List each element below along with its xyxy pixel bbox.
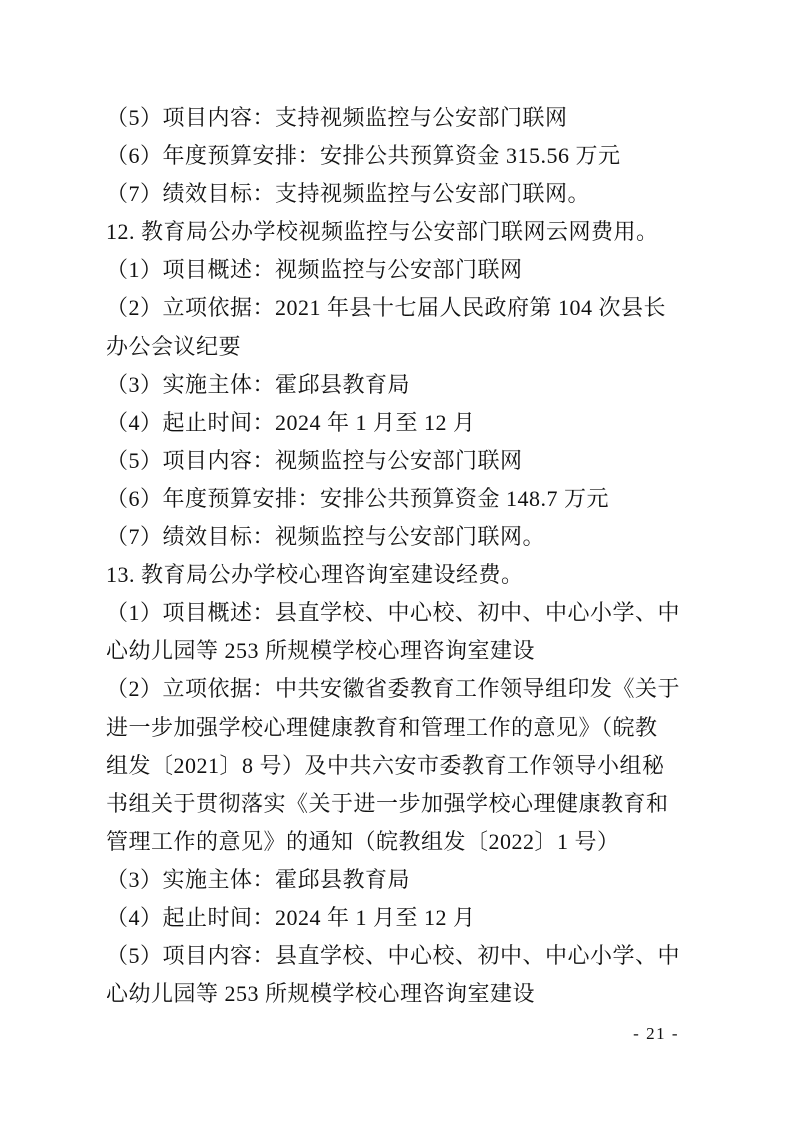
text-line: （2）立项依据：2021 年县十七届人民政府第 104 次县长 bbox=[106, 295, 667, 321]
paragraph-item12-sub2-basis bbox=[106, 289, 681, 365]
paragraph-item11-sub5-content bbox=[106, 99, 681, 137]
text-line: （5）项目内容：支持视频监控与公安部门联网 bbox=[106, 105, 568, 130]
text-line: （4）起止时间：2024 年 1 月至 12 月 bbox=[106, 409, 476, 435]
paragraph-item13-sub5-content bbox=[106, 937, 681, 1013]
text-line: 12. 教育局公办学校视频监控与公安部门联网云网费用。 bbox=[106, 219, 659, 245]
paragraph-item12-sub1-overview bbox=[106, 251, 681, 289]
text-line: 13. 教育局公办学校心理咨询室建设经费。 bbox=[106, 562, 524, 588]
text-line: （1）项目概述：视频监控与公安部门联网 bbox=[106, 257, 523, 283]
text-line: （7）绩效目标：支持视频监控与公安部门联网。 bbox=[106, 181, 591, 207]
text-line: 办公会议纪要 bbox=[106, 333, 242, 359]
text-line: 心幼儿园等 253 所规模学校心理咨询室建设 bbox=[106, 638, 536, 664]
paragraph-item13-sub1-overview bbox=[106, 594, 681, 670]
paragraph-item13-title bbox=[106, 556, 681, 594]
paragraph-item13-sub4-period bbox=[106, 899, 681, 937]
text-line: （3）实施主体：霍邱县教育局 bbox=[106, 371, 411, 397]
text-line: （6）年度预算安排：安排公共预算资金 315.56 万元 bbox=[106, 143, 621, 169]
text-line: 管理工作的意见》的通知（皖教组发〔2022〕1 号） bbox=[106, 828, 620, 854]
page-number: - 21 - bbox=[633, 1024, 679, 1043]
text-line: 组发〔2021〕8 号）及中共六安市委教育工作领导小组秘 bbox=[106, 752, 665, 778]
text-line: （5）项目内容：视频监控与公安部门联网 bbox=[106, 447, 523, 473]
paragraph-item12-sub5-content bbox=[106, 442, 681, 480]
text-line: 书组关于贯彻落实《关于进一步加强学校心理健康教育和 bbox=[106, 790, 669, 816]
paragraph-item12-sub6-budget bbox=[106, 480, 681, 518]
paragraph-item12-sub7-target bbox=[106, 518, 681, 556]
paragraph-item12-title bbox=[106, 213, 681, 251]
text-line: （3）实施主体：霍邱县教育局 bbox=[106, 866, 411, 892]
text-line: 进一步加强学校心理健康教育和管理工作的意见》（皖教 bbox=[106, 714, 658, 740]
text-line: （2）立项依据：中共安徽省委教育工作领导组印发《关于 bbox=[106, 676, 681, 702]
text-line: （5）项目内容：县直学校、中心校、初中、中心小学、中 bbox=[106, 943, 681, 969]
paragraph-item12-sub3-subject bbox=[106, 366, 681, 404]
text-line: （7）绩效目标：视频监控与公安部门联网。 bbox=[106, 524, 546, 550]
paragraph-item12-sub4-period bbox=[106, 404, 681, 442]
text-line: （4）起止时间：2024 年 1 月至 12 月 bbox=[106, 904, 476, 930]
paragraph-item13-sub2-basis bbox=[106, 670, 681, 860]
paragraph-item13-sub3-subject bbox=[106, 861, 681, 899]
paragraph-item11-sub7-target bbox=[106, 175, 681, 213]
document-body bbox=[106, 99, 681, 1013]
text-line: 心幼儿园等 253 所规模学校心理咨询室建设 bbox=[106, 981, 536, 1007]
text-line: （6）年度预算安排：安排公共预算资金 148.7 万元 bbox=[106, 485, 610, 511]
paragraph-item11-sub6-budget bbox=[106, 137, 681, 175]
text-line: （1）项目概述：县直学校、中心校、初中、中心小学、中 bbox=[106, 600, 681, 626]
